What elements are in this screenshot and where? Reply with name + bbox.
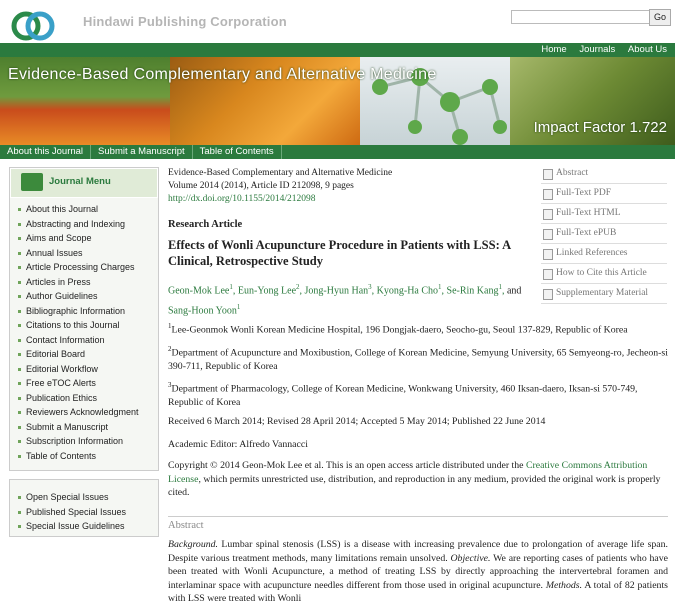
epub-icon bbox=[543, 229, 553, 240]
link-icon bbox=[543, 249, 553, 260]
sidebar-item-abstracting[interactable]: Abstracting and Indexing bbox=[16, 217, 158, 232]
sidebar-item-open-special[interactable]: Open Special Issues bbox=[16, 490, 158, 505]
nav-about-us[interactable]: About Us bbox=[627, 44, 667, 55]
author-list: Geon-Mok Lee$^1$, Eun-Yong Lee$^2$, Jong-Hyun Han$^3$, Kyong-Ha Cho$^1$, Se-Rin Kang$^1$, and Sang-Hoon Yoon$^1$ bbox=[168, 283, 522, 317]
affiliation: $^1$Lee-Geonmok Wonli Korean Medicine Hospital, 196 Dongjak-daero, Seocho-gu, Seoul 137-829, Republic of Korea bbox=[168, 322, 628, 336]
abstract-heading: Abstract bbox=[168, 516, 668, 531]
sidebar bbox=[9, 167, 159, 537]
journal-subnav bbox=[0, 145, 675, 159]
tool-abstract[interactable]: Abstract bbox=[541, 164, 667, 184]
author-link[interactable]: Kyong-Ha Cho bbox=[376, 285, 439, 297]
author-link[interactable]: Eun-Yong Lee bbox=[237, 285, 297, 297]
top-bar bbox=[0, 0, 675, 42]
tool-pdf[interactable]: Full-Text PDF bbox=[541, 184, 667, 204]
journal-name: Evidence-Based Complementary and Alternative Medicine bbox=[168, 168, 393, 178]
sidebar-item-toc[interactable]: Table of Contents bbox=[16, 449, 158, 464]
affiliation: $^3$Department of Pharmacology, College of Korean Medicine, Wonkwang University, 460 Iksan-daero, Iksan-si 570-749, Republic of Korea bbox=[168, 381, 638, 408]
special-issues-menu bbox=[9, 479, 159, 537]
tool-cite[interactable]: How to Cite this Article bbox=[541, 264, 667, 284]
sidebar-item-apc[interactable]: Article Processing Charges bbox=[16, 260, 158, 275]
search-input[interactable] bbox=[511, 10, 651, 24]
doi-link[interactable]: http://dx.doi.org/10.1155/2014/212098 bbox=[168, 194, 316, 204]
sidebar-item-subscription[interactable]: Subscription Information bbox=[16, 434, 158, 449]
go-button[interactable]: Go bbox=[649, 9, 671, 26]
impact-factor: Impact Factor 1.722 bbox=[533, 119, 667, 136]
plus-icon bbox=[543, 289, 553, 300]
affiliation: $^2$Department of Acupuncture and Moxibustion, College of Korean Medicine, Semyung University, 65 Semyeong-ro, Jecheon-si 390-711, Republic of Korea bbox=[168, 344, 668, 372]
sidebar-item-etoc[interactable]: Free eTOC Alerts bbox=[16, 376, 158, 391]
article-dates: Received 6 March 2014; Revised 28 April 2014; Accepted 5 May 2014; Published 22 June 2014 bbox=[168, 416, 546, 427]
sidebar-item-ethics[interactable]: Publication Ethics bbox=[16, 391, 158, 406]
sidebar-item-reviewers[interactable]: Reviewers Acknowledgment bbox=[16, 405, 158, 420]
abstract-text: Background. Lumbar spinal stenosis (LSS) is a disease with increasing prevalence due to prolongation of average life span. Despite various treatment methods, many limitations remain unsolved. Objective. We are reporting cases of patients who have been treated with Wonli Acupuncture, a method of treating LSS by directly approaching the intervertebral foramen and interlaminar space with acupuncture needles different from those used in original acupuncture. Methods. A total of 82 patients with LSS were treated with Wonli bbox=[168, 539, 669, 604]
subnav-submit[interactable]: Submit a Manuscript bbox=[91, 145, 193, 159]
subnav-toc[interactable]: Table of Contents bbox=[193, 145, 282, 159]
tool-references[interactable]: Linked References bbox=[541, 244, 667, 264]
sidebar-item-editorial-board[interactable]: Editorial Board bbox=[16, 347, 158, 362]
sidebar-item-author-guidelines[interactable]: Author Guidelines bbox=[16, 289, 158, 304]
nav-journals[interactable]: Journals bbox=[579, 44, 616, 55]
article-title: Effects of Wonli Acupuncture Procedure in Patients with LSS: A Clinical, Retrospective Study bbox=[168, 238, 511, 268]
main-nav bbox=[0, 43, 675, 57]
article-type: Research Article bbox=[168, 219, 243, 230]
sidebar-item-special-guidelines[interactable]: Special Issue Guidelines bbox=[16, 519, 158, 534]
cc-license-link[interactable]: Creative Commons Attribution License bbox=[168, 460, 648, 485]
sidebar-item-annual-issues[interactable]: Annual Issues bbox=[16, 246, 158, 261]
sidebar-item-submit[interactable]: Submit a Manuscript bbox=[16, 420, 158, 435]
book-icon bbox=[21, 173, 43, 191]
sidebar-item-editorial-workflow[interactable]: Editorial Workflow bbox=[16, 362, 158, 377]
pdf-icon bbox=[543, 189, 553, 200]
tool-epub[interactable]: Full-Text ePUB bbox=[541, 224, 667, 244]
sidebar-item-in-press[interactable]: Articles in Press bbox=[16, 275, 158, 290]
journal-menu-header bbox=[10, 168, 158, 198]
sidebar-item-bibliographic[interactable]: Bibliographic Information bbox=[16, 304, 158, 319]
sidebar-item-about[interactable]: About this Journal bbox=[16, 202, 158, 217]
author-link[interactable]: Sang-Hoon Yoon bbox=[168, 305, 237, 317]
publisher-name: Hindawi Publishing Corporation bbox=[83, 14, 287, 29]
tool-html[interactable]: Full-Text HTML bbox=[541, 204, 667, 224]
sidebar-item-contact[interactable]: Contact Information bbox=[16, 333, 158, 348]
journal-menu bbox=[9, 167, 159, 471]
affiliations bbox=[168, 320, 668, 415]
article-tools bbox=[541, 164, 667, 304]
journal-menu-title: Journal Menu bbox=[49, 176, 111, 187]
copyright-notice: Copyright © 2014 Geon-Mok Lee et al. This is an open access article distributed under the Creative Commons Attribution License, which permits unrestricted use, distribution, and reproduction in any medium, provided the original work is properly cited. bbox=[168, 460, 661, 498]
sidebar-item-aims[interactable]: Aims and Scope bbox=[16, 231, 158, 246]
tool-supplementary[interactable]: Supplementary Material bbox=[541, 284, 667, 304]
volume-info: Volume 2014 (2014), Article ID 212098, 9 pages bbox=[168, 181, 354, 191]
sidebar-item-published-special[interactable]: Published Special Issues bbox=[16, 505, 158, 520]
document-icon bbox=[543, 169, 553, 180]
quote-icon bbox=[543, 269, 553, 280]
and-word: and bbox=[506, 285, 522, 297]
html-icon bbox=[543, 209, 553, 220]
journal-banner bbox=[0, 57, 675, 145]
author-link[interactable]: Geon-Mok Lee bbox=[168, 285, 230, 297]
journal-title: Evidence-Based Complementary and Alternative Medicine bbox=[8, 66, 437, 83]
sidebar-item-citations[interactable]: Citations to this Journal bbox=[16, 318, 158, 333]
author-link[interactable]: Se-Rin Kang bbox=[446, 285, 499, 297]
subnav-about[interactable]: About this Journal bbox=[0, 145, 91, 159]
article-meta bbox=[168, 167, 528, 206]
academic-editor: Academic Editor: Alfredo Vannacci bbox=[168, 439, 308, 450]
author-link[interactable]: Jong-Hyun Han bbox=[304, 285, 369, 297]
nav-home[interactable]: Home bbox=[541, 44, 567, 55]
